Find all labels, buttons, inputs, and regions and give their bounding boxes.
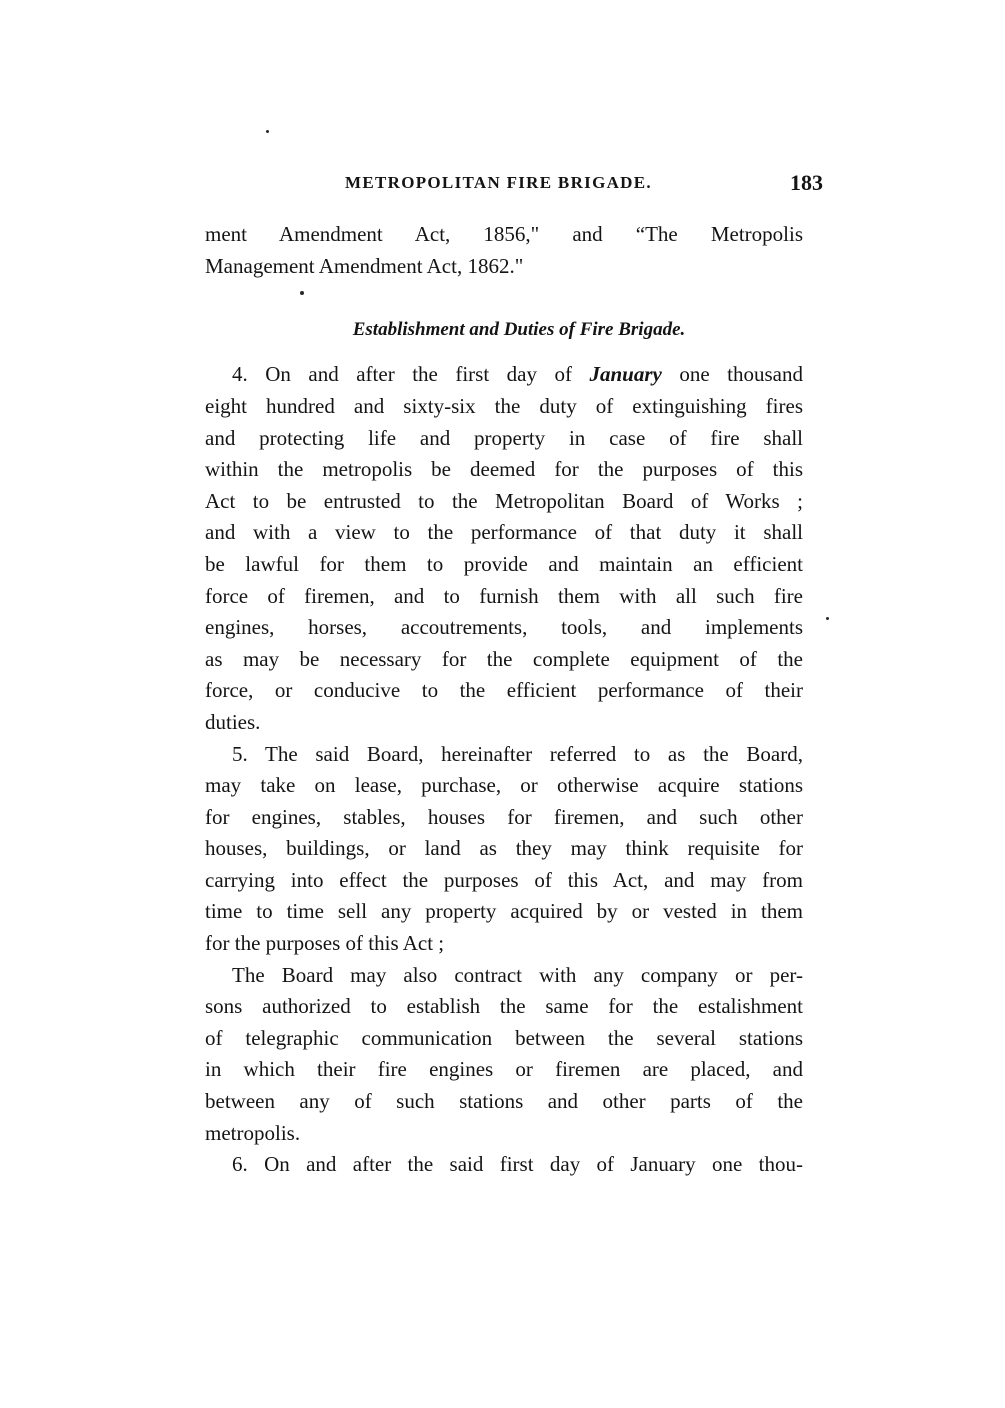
paragraph-4-first-line xyxy=(205,359,803,391)
text-line: between any of such stations and other parts of the xyxy=(205,1089,803,1114)
scan-speck xyxy=(266,130,269,133)
text-segment: 4. On and after the first day of xyxy=(232,362,590,387)
text-segment: one thousand xyxy=(661,362,803,387)
text-line: for engines, stables, houses for firemen, and such other xyxy=(205,804,803,829)
paragraph-6-first-line: 6. On and after the said first day of January one thou- xyxy=(232,1152,803,1177)
text-line: Act to be entrusted to the Metropolitan Board of Works ; xyxy=(205,488,803,513)
text-line: may take on lease, purchase, or otherwise acquire stations xyxy=(205,773,803,798)
text-line: eight hundred and sixty-six the duty of extinguishing fires xyxy=(205,393,803,418)
text-line: ment Amendment Act, 1856," and “The Metropolis xyxy=(205,222,803,246)
text-line: of telegraphic communication between the several stations xyxy=(205,1025,803,1050)
paragraph-5b-first-line: The Board may also contract with any company or per- xyxy=(232,962,803,987)
body-text xyxy=(205,219,803,1181)
text-line: force, or conducive to the efficient performance of their xyxy=(205,678,803,703)
page-header xyxy=(205,170,823,201)
text-line: time to time sell any property acquired by or vested in them xyxy=(205,899,803,924)
text-line: in which their fire engines or firemen are placed, and xyxy=(205,1057,803,1082)
running-head: METROPOLITAN FIRE BRIGADE. xyxy=(345,173,652,192)
text-line: houses, buildings, or land as they may think requisite for xyxy=(205,836,803,861)
scan-speck xyxy=(826,617,829,620)
text-line: within the metropolis be deemed for the purposes of this xyxy=(205,457,803,482)
text-line: force of firemen, and to furnish them with all such fire xyxy=(205,583,803,608)
text-line: engines, horses, accoutrements, tools, and implements xyxy=(205,615,803,640)
text-line: metropolis. xyxy=(205,1120,301,1145)
page-number: 183 xyxy=(790,170,823,195)
text-line: duties. xyxy=(205,709,261,734)
section-heading: Establishment and Duties of Fire Brigade. xyxy=(352,318,686,340)
text-line: as may be necessary for the complete equipment of the xyxy=(205,646,803,671)
text-line: carrying into effect the purposes of this Act, and may from xyxy=(205,867,803,892)
text-line: sons authorized to establish the same for the estalishment xyxy=(205,994,803,1019)
paragraph-5-first-line: 5. The said Board, hereinafter referred to as the Board, xyxy=(232,741,803,766)
text-line: and protecting life and property in case of fire shall xyxy=(205,425,803,450)
text-line: be lawful for them to provide and maintain an efficient xyxy=(205,551,803,576)
italic-month: January xyxy=(589,362,662,387)
text-line: Management Amendment Act, 1862." xyxy=(205,253,524,278)
text-line: for the purposes of this Act ; xyxy=(205,931,445,956)
text-line: and with a view to the performance of that duty it shall xyxy=(205,520,803,545)
